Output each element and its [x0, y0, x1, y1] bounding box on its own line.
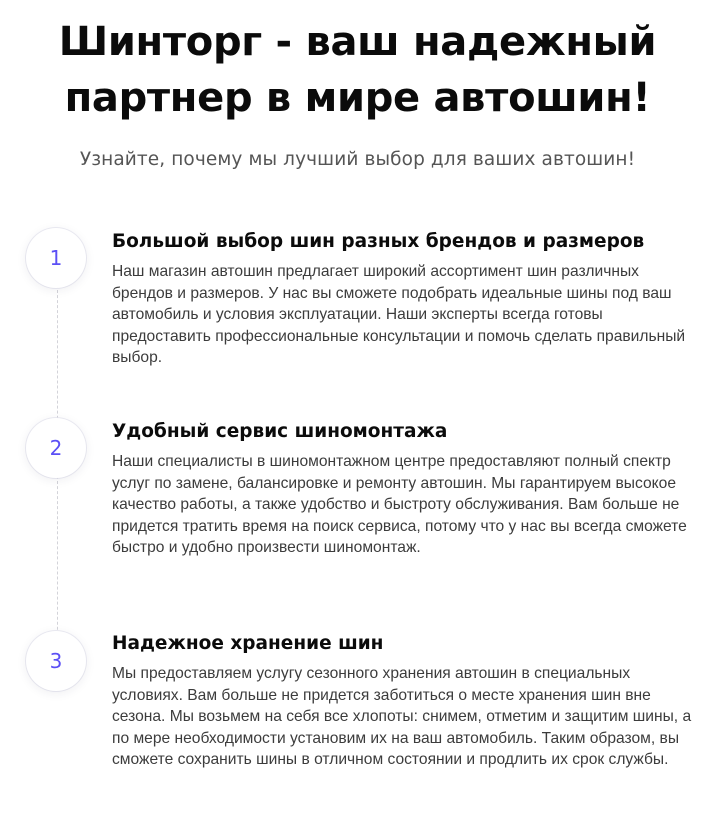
step-number-badge: 1	[26, 228, 86, 288]
advantage-description: Мы предоставляем услугу сезонного хранения автошин в специальных условиях. Вам больше не придется заботиться о месте хранения шин вне сезона. Мы возьмем на себя все хлопоты: снимем, отметим и защитим шины, а по мере необходимости установим их на ваш автомобиль. Таким образом, вы сможете сохранить шины в отличном состоянии и продлить их срок службы.	[112, 665, 692, 768]
advantage-title: Удобный сервис шиномонтажа	[112, 421, 448, 442]
advantage-title: Надежное хранение шин	[112, 633, 384, 654]
advantage-title: Большой выбор шин разных брендов и размеров	[112, 231, 645, 252]
step-number-badge: 2	[26, 418, 86, 478]
page-subtitle: Узнайте, почему мы лучший выбор для ваших автошин!	[79, 149, 636, 170]
advantage-description: Наши специалисты в шиномонтажном центре предоставляют полный спектр услуг по замене, балансировке и ремонту автошин. Мы гарантируем высокое качество работы, а также удобство и быстроту обслуживания. Вам больше не придется тратить время на поиск сервиса, потому что у нас вы всегда сможете быстро и удобно произвести шиномонтаж.	[112, 453, 687, 556]
hero-section	[0, 14, 715, 174]
page-title: Шинторг - ваш надежный партнер в мире автошин!	[58, 19, 657, 121]
advantage-description: Наш магазин автошин предлагает широкий ассортимент шин различных брендов и размеров. У нас вы сможете подобрать идеальные шины под ваш автомобиль и условия эксплуатации. Наши эксперты всегда готовы предоставить профессиональные консультации и помочь сделать правильный выбор.	[112, 263, 686, 366]
step-number-badge: 3	[26, 631, 86, 691]
